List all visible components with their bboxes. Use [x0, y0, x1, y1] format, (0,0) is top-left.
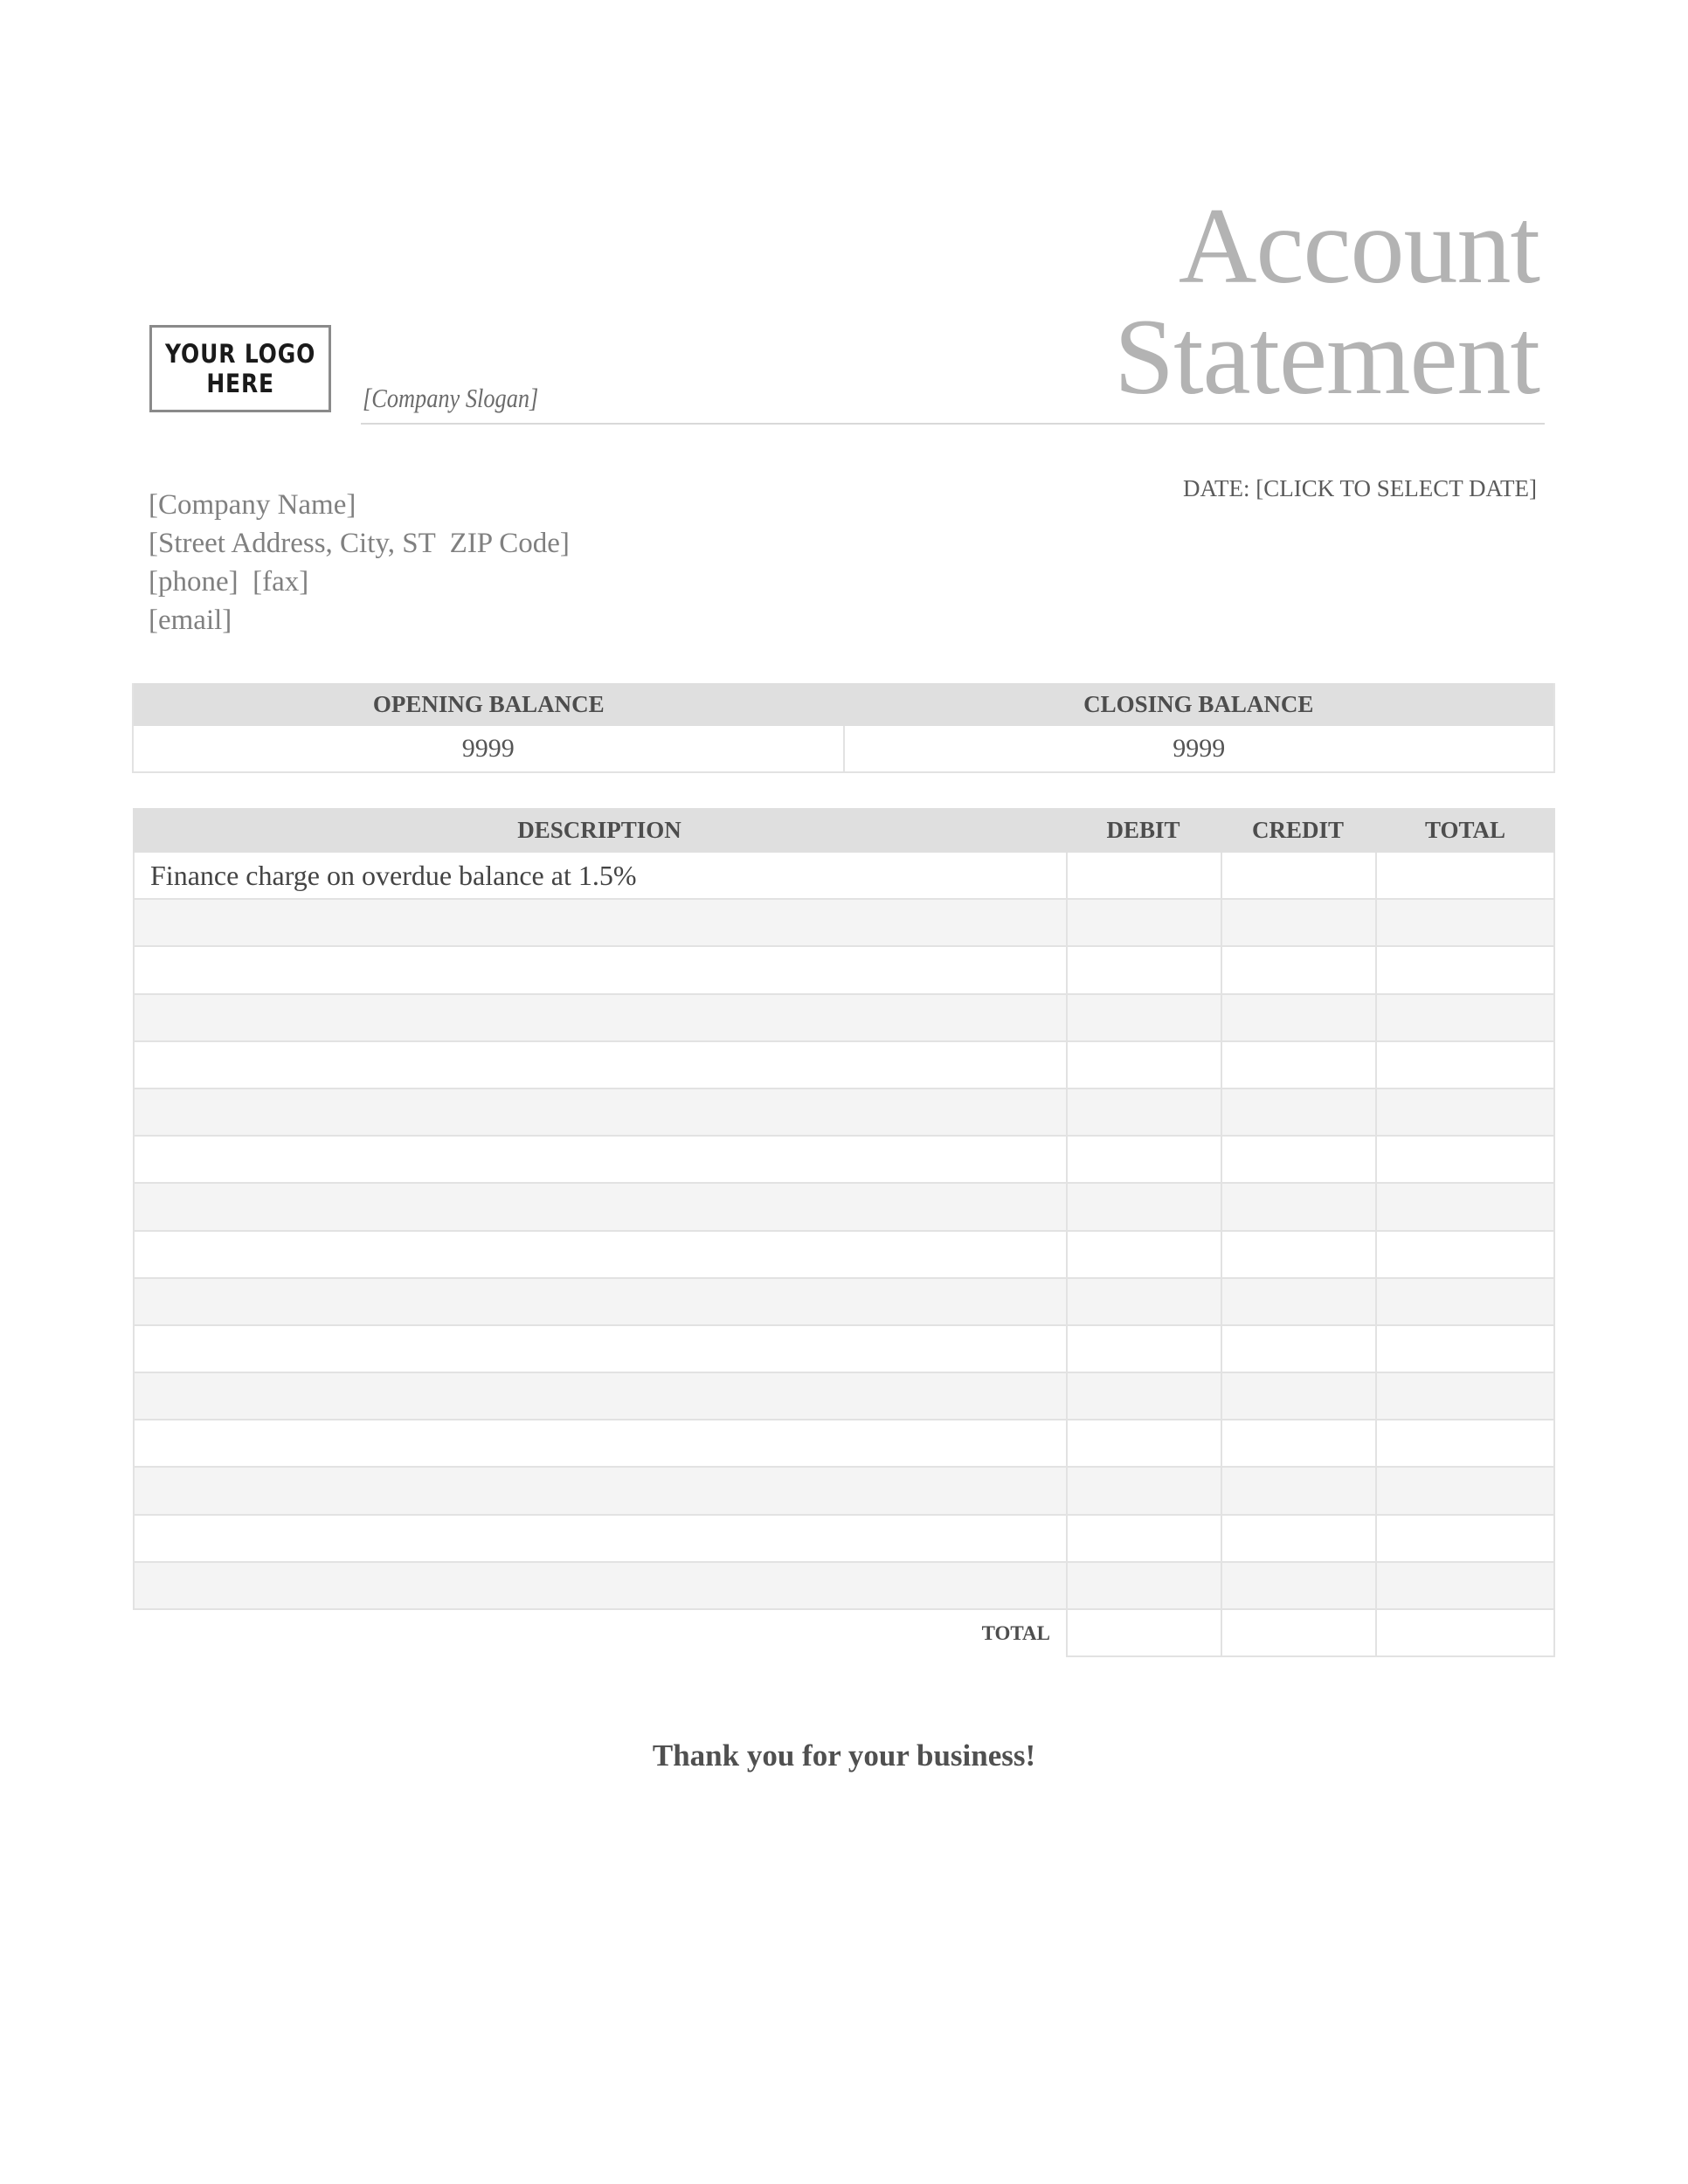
debit-cell[interactable] [1066, 1516, 1221, 1561]
description-cell[interactable] [133, 947, 1066, 992]
company-phone-fax-field[interactable]: [phone] [fax] [149, 566, 309, 598]
debit-cell[interactable] [1066, 1279, 1221, 1324]
credit-cell[interactable] [1221, 1042, 1375, 1088]
company-email-field[interactable]: [email] [149, 605, 232, 636]
total-cell[interactable] [1375, 1232, 1555, 1277]
debit-cell[interactable] [1066, 1042, 1221, 1088]
description-cell[interactable] [133, 1279, 1066, 1324]
table-row [133, 1137, 1555, 1184]
description-cell[interactable]: Finance charge on overdue balance at 1.5% [133, 853, 1066, 898]
description-cell[interactable] [133, 900, 1066, 945]
debit-cell[interactable] [1066, 1420, 1221, 1466]
total-cell[interactable] [1375, 1279, 1555, 1324]
description-cell[interactable] [133, 1516, 1066, 1561]
closing-balance-value[interactable]: 9999 [1173, 734, 1226, 763]
total-cell[interactable] [1375, 1373, 1555, 1419]
credit-cell[interactable] [1221, 1563, 1375, 1608]
credit-cell[interactable] [1221, 853, 1375, 898]
table-row [133, 1184, 1555, 1231]
opening-balance-value[interactable]: 9999 [134, 726, 845, 771]
total-cell[interactable] [1375, 1420, 1555, 1466]
debit-cell[interactable] [1066, 1232, 1221, 1277]
description-cell[interactable] [133, 1042, 1066, 1088]
total-cell[interactable] [1375, 1184, 1555, 1229]
total-cell[interactable] [1375, 900, 1555, 945]
title-line-2: Statement [1114, 297, 1539, 417]
opening-balance-header: OPENING BALANCE [372, 691, 605, 717]
balance-summary-table [132, 683, 1555, 773]
table-row [133, 995, 1555, 1042]
total-label: TOTAL [981, 1622, 1050, 1644]
credit-cell[interactable] [1221, 1184, 1375, 1229]
column-header-total: TOTAL [1424, 817, 1506, 843]
description-cell[interactable] [133, 1089, 1066, 1135]
closing-balance-header: CLOSING BALANCE [1083, 691, 1314, 717]
total-cell[interactable] [1375, 1468, 1555, 1513]
column-header-debit: DEBIT [1106, 817, 1180, 843]
table-row [133, 1232, 1555, 1279]
column-header-description: DESCRIPTION [517, 817, 681, 843]
description-cell[interactable] [133, 1468, 1066, 1513]
total-cell[interactable] [1375, 853, 1555, 898]
table-row [133, 947, 1555, 994]
description-cell[interactable] [133, 1137, 1066, 1182]
debit-cell[interactable] [1066, 1089, 1221, 1135]
credit-cell[interactable] [1221, 1137, 1375, 1182]
table-row [133, 853, 1555, 900]
debit-cell[interactable] [1066, 853, 1221, 898]
document-title [1114, 186, 1539, 417]
debit-cell[interactable] [1066, 1184, 1221, 1229]
header-divider [361, 423, 1545, 425]
table-row [133, 1420, 1555, 1468]
credit-cell[interactable] [1221, 1232, 1375, 1277]
description-cell[interactable] [133, 1420, 1066, 1466]
credit-cell[interactable] [1221, 1420, 1375, 1466]
credit-cell[interactable] [1221, 995, 1375, 1040]
total-cell[interactable] [1375, 947, 1555, 992]
total-cell[interactable] [1375, 1042, 1555, 1088]
debit-cell[interactable] [1066, 1373, 1221, 1419]
balance-header-row [134, 683, 1553, 726]
total-cell[interactable] [1375, 1326, 1555, 1372]
description-cell[interactable] [133, 995, 1066, 1040]
credit-cell[interactable] [1221, 1373, 1375, 1419]
debit-cell[interactable] [1066, 900, 1221, 945]
grand-total-cell[interactable] [1375, 1610, 1555, 1657]
table-row [133, 1042, 1555, 1089]
thank-you-message: Thank you for your business! [652, 1738, 1036, 1773]
company-name-field[interactable]: [Company Name] [149, 489, 356, 521]
total-cell[interactable] [1375, 1563, 1555, 1608]
total-cell[interactable] [1375, 1137, 1555, 1182]
debit-cell[interactable] [1066, 1137, 1221, 1182]
title-line-1: Account [1178, 186, 1539, 306]
total-cell[interactable] [1375, 995, 1555, 1040]
credit-cell[interactable] [1221, 900, 1375, 945]
logo-text-line-1: YOUR LOGO [164, 339, 316, 369]
description-cell[interactable] [133, 1563, 1066, 1608]
date-picker-field[interactable]: DATE: [CLICK TO SELECT DATE] [1183, 475, 1537, 501]
balance-values-row [134, 726, 1553, 771]
description-cell[interactable] [133, 1232, 1066, 1277]
total-cell[interactable] [1375, 1089, 1555, 1135]
credit-cell[interactable] [1221, 1326, 1375, 1372]
table-row [133, 900, 1555, 947]
credit-cell[interactable] [1221, 1089, 1375, 1135]
table-row [133, 1373, 1555, 1420]
table-row [133, 1089, 1555, 1137]
debit-cell[interactable] [1066, 947, 1221, 992]
total-debit-cell[interactable] [1066, 1610, 1221, 1657]
description-cell[interactable] [133, 1373, 1066, 1419]
credit-cell[interactable] [1221, 947, 1375, 992]
total-cell[interactable] [1375, 1516, 1555, 1561]
table-row [133, 1326, 1555, 1373]
debit-cell[interactable] [1066, 1468, 1221, 1513]
table-row [133, 1279, 1555, 1326]
total-credit-cell[interactable] [1221, 1610, 1375, 1657]
credit-cell[interactable] [1221, 1516, 1375, 1561]
credit-cell[interactable] [1221, 1279, 1375, 1324]
column-header-credit: CREDIT [1251, 817, 1345, 843]
description-cell[interactable] [133, 1184, 1066, 1229]
credit-cell[interactable] [1221, 1468, 1375, 1513]
company-address-field[interactable]: [Street Address, City, ST ZIP Code] [149, 528, 570, 559]
statement-table [133, 808, 1555, 1657]
statement-header-row [133, 808, 1555, 853]
company-info [149, 486, 570, 639]
debit-cell[interactable] [1066, 1326, 1221, 1372]
debit-cell[interactable] [1066, 1563, 1221, 1608]
table-row [133, 1516, 1555, 1563]
logo-placeholder[interactable] [149, 325, 331, 412]
debit-cell[interactable] [1066, 995, 1221, 1040]
table-row [133, 1563, 1555, 1610]
description-cell[interactable] [133, 1326, 1066, 1372]
logo-text-line-2: HERE [206, 369, 274, 398]
table-row [133, 1468, 1555, 1515]
statement-total-row [133, 1610, 1555, 1657]
company-slogan-field[interactable]: [Company Slogan] [363, 383, 539, 413]
